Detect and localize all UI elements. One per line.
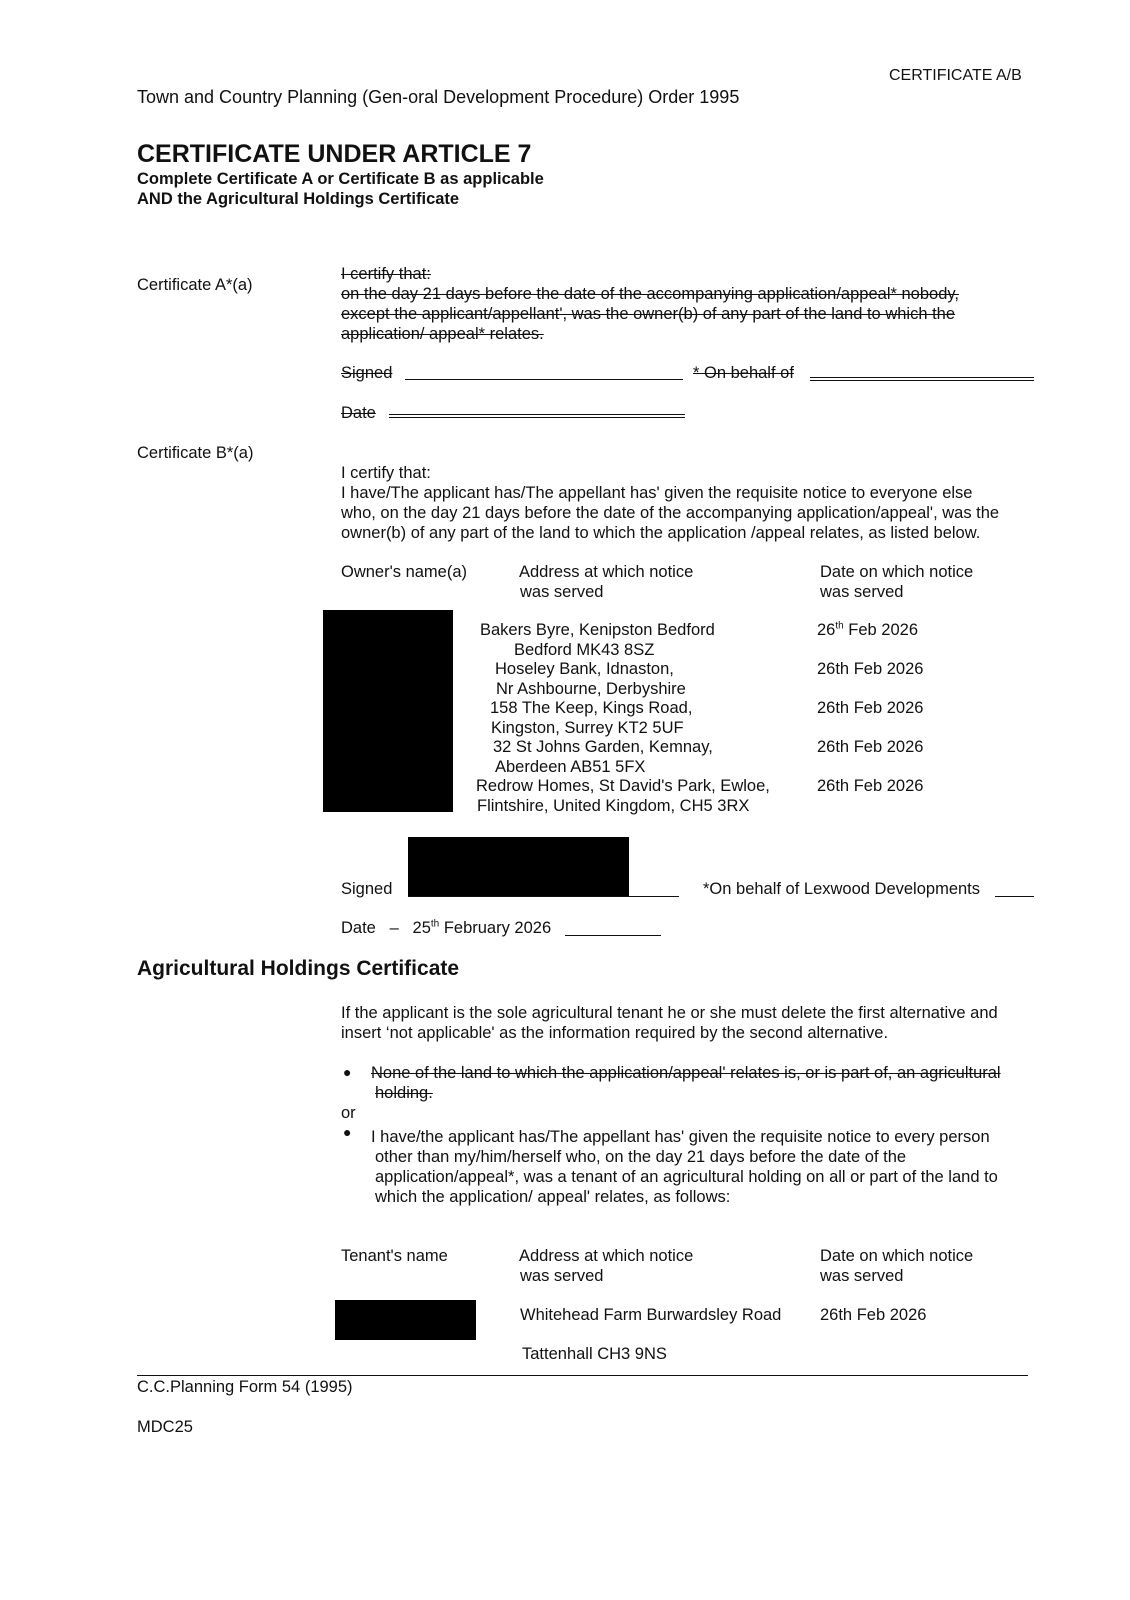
cert-b-date [341, 918, 551, 938]
cert-a-signed-line [405, 379, 683, 380]
cert-a-date-label: Date [341, 404, 376, 422]
cert-b-signed-label: Signed [341, 880, 393, 898]
cert-a-date-line [389, 414, 685, 418]
redacted-owner-names [323, 610, 453, 812]
option-2-bullet: ● [343, 1124, 352, 1140]
tenant-address-1: Whitehead Farm Burwardsley Road [520, 1306, 782, 1324]
address-col-header-1: Address at which notice [519, 563, 694, 581]
cert-a-behalf-label: * On behalf of [693, 364, 794, 382]
tenant-date-col-header-1: Date on which notice [820, 1247, 974, 1265]
cert-b-line-1: I certify that: [341, 464, 431, 482]
agri-intro-line-1: If the applicant is the sole agricultural tenant he or she must delete the first alternative and [341, 1004, 998, 1022]
agri-option-1-line-2: holding. [375, 1084, 433, 1102]
tenant-address-col-header-1: Address at which notice [519, 1247, 694, 1265]
owner-row-1-address-2: Bedford MK43 8SZ [514, 641, 655, 659]
tenant-address-2: Tattenhall CH3 9NS [522, 1345, 667, 1363]
cert-a-line-3: except the applicant/appellant', was the owner(b) of any part of the land to which the [341, 305, 956, 323]
owner-row-2-address-1: Hoseley Bank, Idnaston, [495, 660, 674, 678]
agri-option-1-line-1: None of the land to which the application/appeal' relates is, or is part of, an agricultural [371, 1064, 1001, 1082]
cert-b-date-line [565, 935, 661, 936]
owner-row-2-address-2: Nr Ashbourne, Derbyshire [496, 680, 686, 698]
owner-row-2-date: 26th Feb 2026 [817, 660, 924, 678]
cert-b-label: Certificate B*(a) [137, 444, 254, 462]
owner-row-1-date-rest: Feb 2026 [843, 621, 919, 639]
owner-row-1-address-1: Bakers Byre, Kenipston Bedford [480, 621, 715, 639]
tenant-date: 26th Feb 2026 [820, 1306, 927, 1324]
date-col-header-2: was served [820, 583, 904, 601]
cert-a-signed-label: Signed [341, 364, 393, 382]
owner-row-1-date [817, 620, 918, 640]
cert-a-line-4: application/ appeal* relates. [341, 325, 544, 343]
redacted-signature [408, 837, 629, 897]
agri-option-2-line-3: application/appeal*, was a tenant of an agricultural holding on all or part of the land to [375, 1168, 998, 1186]
cert-b-behalf-line [995, 896, 1034, 897]
corner-label: CERTIFICATE A/B [889, 67, 1022, 84]
agri-option-2-line-1: I have/the applicant has/The appellant has' given the requisite notice to every person [371, 1128, 990, 1146]
order-title: Town and Country Planning (Gen-oral Development Procedure) Order 1995 [137, 87, 740, 107]
option-1-bullet: ● [343, 1064, 352, 1080]
cert-a-behalf-line [810, 377, 1034, 381]
cert-b-date-suffix: th [430, 918, 440, 930]
subtitle-line-1: Complete Certificate A or Certificate B as applicable [137, 170, 544, 188]
date-col-header-1: Date on which notice [820, 563, 974, 581]
footer-divider [137, 1375, 1028, 1376]
cert-a-label: Certificate A*(a) [137, 276, 253, 294]
owner-row-3-address-1: 158 The Keep, Kings Road, [490, 699, 693, 717]
owner-row-4-address-1: 32 St Johns Garden, Kemnay, [493, 738, 713, 756]
owner-row-5-date: 26th Feb 2026 [817, 777, 924, 795]
owner-row-3-date: 26th Feb 2026 [817, 699, 924, 717]
page-title: CERTIFICATE UNDER ARTICLE 7 [137, 140, 532, 168]
tenant-address-col-header-2: was served [520, 1267, 604, 1285]
agri-heading: Agricultural Holdings Certificate [137, 957, 460, 980]
address-col-header-2: was served [520, 583, 604, 601]
cert-b-line-4: owner(b) of any part of the land to which the application /appeal relates, as listed below. [341, 524, 981, 542]
cert-a-line-2: on the day 21 days before the date of the accompanying application/appeal* nobody, [341, 285, 959, 303]
owner-row-5-address-1: Redrow Homes, St David's Park, Ewloe, [476, 777, 770, 795]
cert-b-date-rest: February 2026 [439, 919, 552, 937]
owner-row-1-date-day: 26 [817, 621, 836, 639]
tenant-col-header: Tenant's name [341, 1247, 448, 1265]
owner-col-header: Owner's name(a) [341, 563, 468, 581]
owner-row-5-address-2: Flintshire, United Kingdom, CH5 3RX [477, 797, 750, 815]
footer-code: MDC25 [137, 1418, 193, 1436]
footer-form-ref: C.C.Planning Form 54 (1995) [137, 1378, 353, 1396]
cert-b-line-2: I have/The applicant has/The appellant has' given the requisite notice to everyone else [341, 484, 973, 502]
owner-row-1-date-suffix: th [835, 620, 844, 632]
cert-b-date-prefix: Date – 25 [341, 919, 431, 937]
redacted-tenant-name [335, 1300, 476, 1340]
agri-option-2-line-2: other than my/him/herself who, on the day 21 days before the date of the [375, 1148, 907, 1166]
cert-a-line-1: I certify that: [341, 265, 431, 283]
cert-b-signed-line [408, 896, 679, 897]
owner-row-4-address-2: Aberdeen AB51 5FX [495, 758, 646, 776]
agri-or-label: or [341, 1104, 356, 1122]
cert-b-line-3: who, on the day 21 days before the date of the accompanying application/appeal', was the [341, 504, 1000, 522]
agri-intro-line-2: insert ‘not applicable' as the information required by the second alternative. [341, 1024, 889, 1042]
owner-row-3-address-2: Kingston, Surrey KT2 5UF [491, 719, 684, 737]
cert-b-behalf-label: *On behalf of Lexwood Developments [703, 880, 981, 898]
agri-option-2-line-4: which the application/ appeal' relates, as follows: [375, 1188, 731, 1206]
subtitle-line-2: AND the Agricultural Holdings Certificate [137, 190, 460, 208]
owner-row-4-date: 26th Feb 2026 [817, 738, 924, 756]
tenant-date-col-header-2: was served [820, 1267, 904, 1285]
